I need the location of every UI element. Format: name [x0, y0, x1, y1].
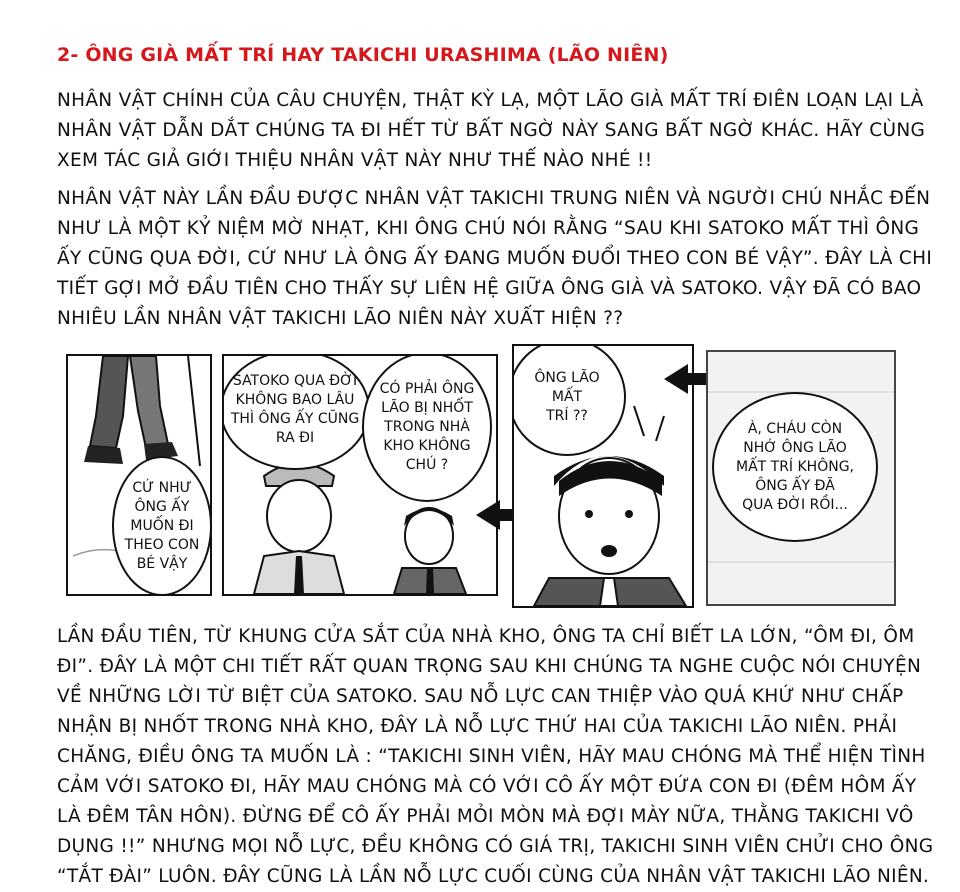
- bubble-line: BÉ VẬY: [136, 555, 188, 572]
- text-line: DỤNG !!” NHƯNG MỌI NỖ LỰC, ĐỀU KHÔNG CÓ GIÁ TRỊ, TAKICHI SINH VIÊN CHỬI CHO ÔNG: [57, 836, 934, 857]
- text-line: NHIÊU LẦN NHÂN VẬT TAKICHI LÃO NIÊN NÀY XUẤT HIỆN ??: [57, 308, 624, 329]
- text-line: TIẾT GỢI MỞ ĐẦU TIÊN CHO THẤY SỰ LIÊN HỆ GIỮA ÔNG GIÀ VÀ SATOKO. VẬY ĐÃ CÓ BAO: [57, 278, 922, 299]
- second-paragraph: [57, 184, 937, 334]
- text-line: VỀ NHỮNG LỜI TỪ BIỆT CỦA SATOKO. SAU NỖ LỰC CAN THIỆP VÀO QUÁ KHỨ NHƯ CHẤP: [57, 686, 904, 707]
- text-line: NHÂN VẬT NÀY LẦN ĐẦU ĐƯỢC NHÂN VẬT TAKICHI TRUNG NIÊN VÀ NGƯỜI CHÚ NHẮC ĐẾN: [57, 188, 931, 209]
- bubble-line: MẤT TRÍ KHÔNG,: [735, 458, 854, 475]
- speech-bubble: [112, 456, 212, 596]
- bubble-line: THEO CON: [124, 536, 200, 553]
- manga-panel-legs: [66, 354, 212, 596]
- bubble-line: TRONG NHÀ: [384, 418, 470, 435]
- intro-paragraph: [57, 86, 937, 176]
- bubble-line: CÓ PHẢI ÔNG: [379, 380, 475, 397]
- bubble-line: LÃO BỊ NHỐT: [381, 399, 473, 416]
- third-paragraph: [57, 622, 937, 892]
- bubble-line: KHO KHÔNG: [383, 437, 471, 454]
- bubble-line: CỨ NHƯ: [132, 479, 192, 496]
- bubble-line: SATOKO QUA ĐỜI: [232, 373, 358, 389]
- text-line: NHÂN VẬT DẪN DẮT CHÚNG TA ĐI HẾT TỪ BẤT NGỜ NÀY SANG BẤT NGỜ KHÁC. HÃY CÙNG: [57, 120, 926, 141]
- text-line: LÀ ĐÊM TÂN HÔN). ĐỪNG ĐỂ CÔ ẤY PHẢI MỎI MÒN MÀ ĐỢI MÀY NỮA, THẰNG TAKICHI VÔ: [57, 806, 914, 827]
- bubble-line: KHÔNG BAO LÂU: [235, 392, 355, 408]
- bubble-line: ÔNG LÃO: [534, 369, 600, 386]
- text-line: ĐI”. ĐÂY LÀ MỘT CHI TIẾT RẤT QUAN TRỌNG SAU KHI CHÚNG TA NGHE CUỘC NÓI CHUYỆN: [57, 656, 922, 677]
- section-heading: 2- ÔNG GIÀ MẤT TRÍ HAY TAKICHI URASHIMA (LÃO NIÊN): [57, 44, 669, 66]
- bubble-line: TRÍ ??: [546, 407, 588, 424]
- speech-bubble: [222, 354, 370, 470]
- bubble-line: ÔNG ẤY: [134, 498, 190, 515]
- text-line: NHÂN VẬT CHÍNH CỦA CÂU CHUYỆN, THẬT KỲ LẠ, MỘT LÃO GIÀ MẤT TRÍ ĐIÊN LOẠN LẠI LÀ: [57, 90, 924, 111]
- text-line: XEM TÁC GIẢ GIỚI THIỆU NHÂN VẬT NÀY NHƯ THẾ NÀO NHÉ !!: [57, 150, 653, 171]
- manga-strip: [0, 340, 960, 610]
- text-line: LẦN ĐẦU TIÊN, TỪ KHUNG CỬA SẮT CỦA NHÀ KHO, ÔNG TA CHỈ BIẾT LA LỚN, “ÔM ĐI, ÔM: [57, 626, 915, 647]
- manga-panel-uncle: [222, 354, 498, 596]
- speech-bubble: [362, 354, 492, 502]
- manga-panel-uncle-reply: [706, 350, 896, 606]
- bubble-line: THÌ ÔNG ẤY CŨNG: [230, 411, 360, 427]
- bubble-line: QUA ĐỜI RỒI...: [742, 496, 848, 513]
- text-line: NHƯ LÀ MỘT KỶ NIỆM MỜ NHẠT, KHI ÔNG CHÚ NÓI RẰNG “SAU KHI SATOKO MẤT THÌ ÔNG: [57, 218, 920, 239]
- bubble-line: À, CHÁU CÒN: [747, 420, 843, 437]
- text-line: ẤY CŨNG QUA ĐỜI, CỨ NHƯ LÀ ÔNG ẤY ĐANG MUỐN ĐUỔI THEO CON BÉ VẬY”. ĐÂY LÀ CHI: [57, 248, 933, 269]
- speech-bubble: [712, 392, 878, 542]
- text-line: NHẬN BỊ NHỐT TRONG NHÀ KHO, ĐÂY LÀ NỖ LỰC THỨ HAI CỦA TAKICHI LÃO NIÊN. PHẢI: [57, 716, 898, 737]
- bubble-line: CHÚ ?: [405, 456, 449, 473]
- bubble-line: MUỐN ĐI: [130, 517, 194, 534]
- text-line: “TẮT ĐÀI” LUÔN. ĐÂY CŨNG LÀ LẦN NỖ LỰC CUỐI CÙNG CỦA NHÂN VẬT TAKICHI LÃO NIÊN.: [57, 866, 930, 887]
- text-line: CẢM VỚI SATOKO ĐI, HÃY MAU CHÓNG MÀ CÓ VỚI CÔ ẤY MỘT ĐỨA CON ĐI (ĐÊM HÔM ẤY: [57, 776, 917, 797]
- bubble-line: ÔNG ẤY ĐÃ: [755, 477, 835, 494]
- bubble-line: NHỚ ÔNG LÃO: [743, 439, 847, 456]
- bubble-line: RA ĐI: [275, 430, 315, 446]
- bubble-line: MẤT: [551, 388, 583, 405]
- text-line: CHĂNG, ĐIỀU ÔNG TA MUỐN LÀ : “TAKICHI SINH VIÊN, HÃY MAU CHÓNG MÀ THỂ HIỆN TÌNH: [57, 746, 926, 767]
